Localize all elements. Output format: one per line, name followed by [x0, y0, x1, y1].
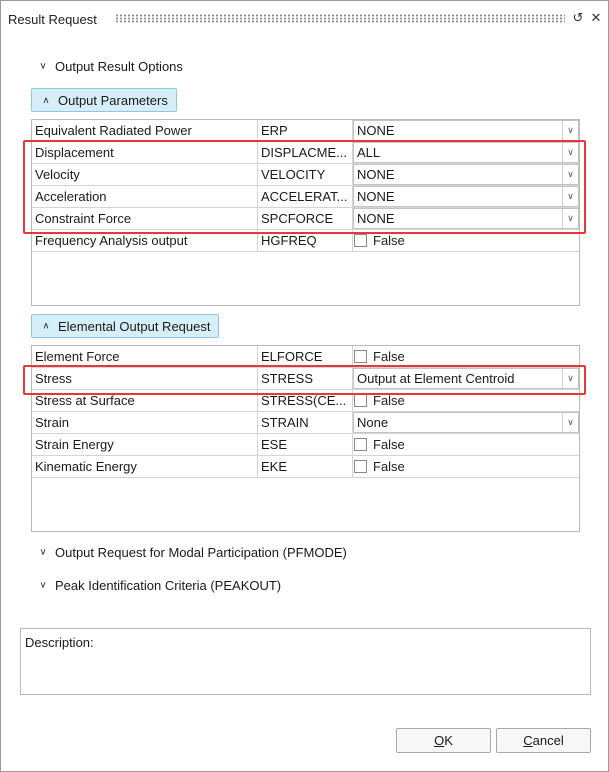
table-row-strain-energy — [32, 434, 579, 456]
velocity-dropdown[interactable] — [353, 164, 579, 185]
chevron-down-icon[interactable]: ∨ — [562, 143, 578, 162]
stress-at-surface-checkbox[interactable] — [354, 394, 367, 407]
double-chevron-up-icon: ∧ — [42, 321, 50, 331]
chevron-down-icon[interactable]: ∨ — [562, 413, 578, 432]
title-bar[interactable] — [1, 1, 608, 37]
table-row-stress-at-surface — [32, 390, 579, 412]
row-name-label: Strain Energy — [35, 437, 114, 452]
constraint-force-dropdown[interactable] — [353, 208, 579, 229]
element-force-checkbox-group — [353, 346, 405, 367]
row-name-label: Stress — [35, 371, 72, 386]
dropdown-value: NONE — [357, 189, 395, 204]
displacement-dropdown[interactable] — [353, 142, 579, 163]
row-code-label: STRAIN — [261, 415, 309, 430]
checkbox-label: False — [373, 349, 405, 364]
row-code-label: ERP — [261, 123, 288, 138]
elemental-output-request-button[interactable] — [31, 314, 219, 338]
column-divider — [257, 412, 258, 433]
table-row-velocity — [32, 164, 579, 186]
checkbox-label: False — [373, 437, 405, 452]
dropdown-value: NONE — [357, 123, 395, 138]
output-result-options-toggle[interactable] — [37, 59, 183, 74]
row-name-label: Frequency Analysis output — [35, 233, 188, 248]
column-divider — [257, 120, 258, 141]
column-divider — [257, 208, 258, 229]
column-divider — [257, 230, 258, 251]
strain-dropdown[interactable] — [353, 412, 579, 433]
chevron-down-icon[interactable]: ∨ — [562, 165, 578, 184]
row-code-label: STRESS — [261, 371, 314, 386]
description-field[interactable] — [20, 628, 591, 695]
description-label: Description: — [25, 635, 94, 650]
row-code-label: HGFREQ — [261, 233, 317, 248]
column-divider — [257, 142, 258, 163]
output-parameters-label: Output Parameters — [58, 92, 168, 108]
checkbox-label: False — [373, 393, 405, 408]
row-name-label: Constraint Force — [35, 211, 132, 226]
acceleration-dropdown[interactable] — [353, 186, 579, 207]
drag-grip-icon[interactable] — [115, 14, 565, 23]
table-row-frequency-analysis-output — [32, 230, 579, 252]
elemental-output-table — [31, 345, 580, 532]
column-divider — [257, 164, 258, 185]
cancel-button[interactable] — [496, 728, 591, 753]
dropdown-value: None — [357, 415, 389, 430]
strain-energy-checkbox[interactable] — [354, 438, 367, 451]
kinematic-energy-checkbox-group — [353, 456, 405, 477]
row-name-label: Stress at Surface — [35, 393, 135, 408]
ok-label-rest: K — [444, 733, 453, 748]
dropdown-value: NONE — [357, 167, 395, 182]
table-row-acceleration — [32, 186, 579, 208]
element-force-checkbox[interactable] — [354, 350, 367, 363]
table-row-displacement — [32, 142, 579, 164]
window-title: Result Request — [8, 12, 97, 27]
modal-participation-toggle[interactable] — [37, 545, 347, 560]
table-row-stress — [32, 368, 579, 390]
chevron-down-icon[interactable]: ∨ — [562, 121, 578, 140]
chevron-down-icon[interactable]: ∨ — [562, 187, 578, 206]
row-name-label: Velocity — [35, 167, 80, 182]
table-row-kinematic-energy — [32, 456, 579, 478]
column-divider — [257, 346, 258, 367]
column-divider — [257, 390, 258, 411]
row-code-label: EKE — [261, 459, 288, 474]
output-parameters-button[interactable] — [31, 88, 177, 112]
row-name-label: Equivalent Radiated Power — [35, 123, 192, 138]
row-code-label: VELOCITY — [261, 167, 326, 182]
peak-identification-toggle[interactable] — [37, 578, 281, 593]
stress-dropdown[interactable] — [353, 368, 579, 389]
row-name-label: Element Force — [35, 349, 120, 364]
cancel-mnemonic: C — [523, 733, 533, 748]
row-code-label: DISPLACME... — [261, 145, 347, 160]
table-row-constraint-force — [32, 208, 579, 230]
row-name-label: Displacement — [35, 145, 114, 160]
cancel-label-rest: ancel — [532, 733, 564, 748]
column-divider — [257, 456, 258, 477]
ok-mnemonic: O — [434, 733, 445, 748]
output-result-options-label: Output Result Options — [55, 59, 183, 74]
reset-icon[interactable]: ↺ — [572, 10, 584, 25]
strain-energy-checkbox-group — [353, 434, 405, 455]
double-chevron-down-icon: ∨ — [39, 547, 47, 558]
row-name-label: Acceleration — [35, 189, 107, 204]
table-row-strain — [32, 412, 579, 434]
row-code-label: SPCFORCE — [261, 211, 334, 226]
double-chevron-down-icon: ∨ — [39, 580, 47, 591]
checkbox-label: False — [373, 233, 405, 248]
row-name-label: Kinematic Energy — [35, 459, 137, 474]
frequency-analysis-output-checkbox[interactable] — [354, 234, 367, 247]
chevron-down-icon[interactable]: ∨ — [562, 209, 578, 228]
stress-at-surface-checkbox-group — [353, 390, 405, 411]
checkbox-label: False — [373, 459, 405, 474]
output-parameters-table — [31, 119, 580, 306]
double-chevron-up-icon: ∧ — [42, 95, 50, 105]
row-name-label: Strain — [35, 415, 69, 430]
frequency-analysis-output-checkbox-group — [353, 230, 405, 251]
modal-participation-label: Output Request for Modal Participation (PFMODE) — [55, 545, 347, 560]
dropdown-value: Output at Element Centroid — [357, 371, 515, 386]
peak-identification-label: Peak Identification Criteria (PEAKOUT) — [55, 578, 282, 593]
row-code-label: ACCELERAT... — [261, 189, 348, 204]
table-row-equivalent-radiated-power — [32, 120, 579, 142]
column-divider — [257, 368, 258, 389]
dropdown-value: NONE — [357, 211, 395, 226]
double-chevron-down-icon: ∨ — [39, 61, 47, 72]
table-row-element-force — [32, 346, 579, 368]
column-divider — [257, 186, 258, 207]
column-divider — [257, 434, 258, 455]
ok-button[interactable] — [396, 728, 491, 753]
row-code-label: STRESS(CE... — [261, 393, 347, 408]
kinematic-energy-checkbox[interactable] — [354, 460, 367, 473]
dropdown-value: ALL — [357, 145, 381, 160]
row-code-label: ESE — [261, 437, 288, 452]
elemental-output-request-label: Elemental Output Request — [58, 318, 211, 334]
equivalent-radiated-power-dropdown[interactable] — [353, 120, 579, 141]
chevron-down-icon[interactable]: ∨ — [562, 369, 578, 388]
close-icon[interactable]: ✕ — [590, 10, 602, 25]
row-code-label: ELFORCE — [261, 349, 323, 364]
